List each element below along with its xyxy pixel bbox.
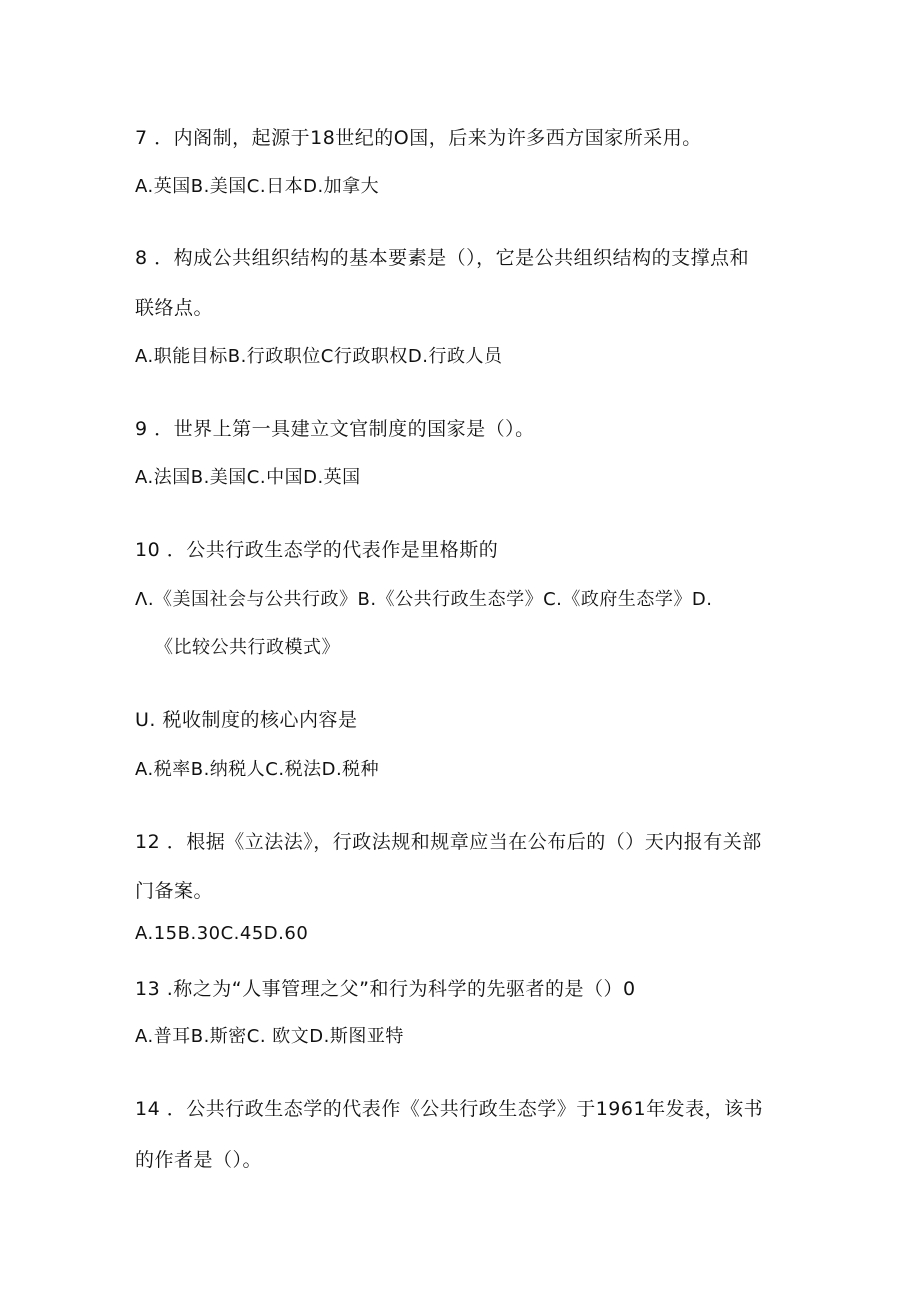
question-14-text: 14 ．公共行政生态学的代表作《公共行政生态学》于1961年发表，该书 — [135, 1098, 764, 1120]
question-12-options: A.15B.30C.45D.60 — [135, 923, 309, 944]
question-8-options: A.职能目标B.行政职位C行政职权D.行政人员 — [135, 346, 503, 367]
question-9-text: 9 ．世界上第一具建立文官制度的国家是（）。 — [135, 418, 535, 440]
question-12-text-cont: 门备案。 — [135, 880, 214, 902]
question-14-text-cont: 的作者是（）。 — [135, 1149, 263, 1171]
question-13-text: 13 .称之为“人事管理之父”和行为科学的先驱者的是（）0 — [135, 978, 636, 1000]
question-9-options: A.法国B.美国C.中国D.英国 — [135, 467, 361, 488]
question-12-text: 12 ．根据《立法法》，行政法规和规章应当在公布后的（）天内报有关部 — [135, 831, 762, 853]
question-13-options: A.普耳B.斯密C. 欧文D.斯图亚特 — [135, 1026, 404, 1047]
question-7-options: A.英国B.美国C.日本D.加拿大 — [135, 176, 380, 197]
question-11-options: A.税率B.纳税人C.税法D.税种 — [135, 759, 380, 780]
question-11-text: U. 税收制度的核心内容是 — [135, 709, 358, 731]
question-8-text: 8 ．构成公共组织结构的基本要素是（），它是公共组织结构的支撑点和 — [135, 247, 750, 269]
question-10-text: 10 ．公共行政生态学的代表作是里格斯的 — [135, 539, 499, 561]
question-8-text-cont: 联络点。 — [135, 297, 214, 319]
question-10-options-cont: 《比较公共行政模式》 — [155, 637, 340, 658]
question-7-text: 7 ．内阁制，起源于18世纪的O国，后来为许多西方国家所采用。 — [135, 127, 702, 149]
question-10-options: Λ.《美国社会与公共行政》B.《公共行政生态学》C.《政府生态学》D. — [135, 589, 713, 610]
